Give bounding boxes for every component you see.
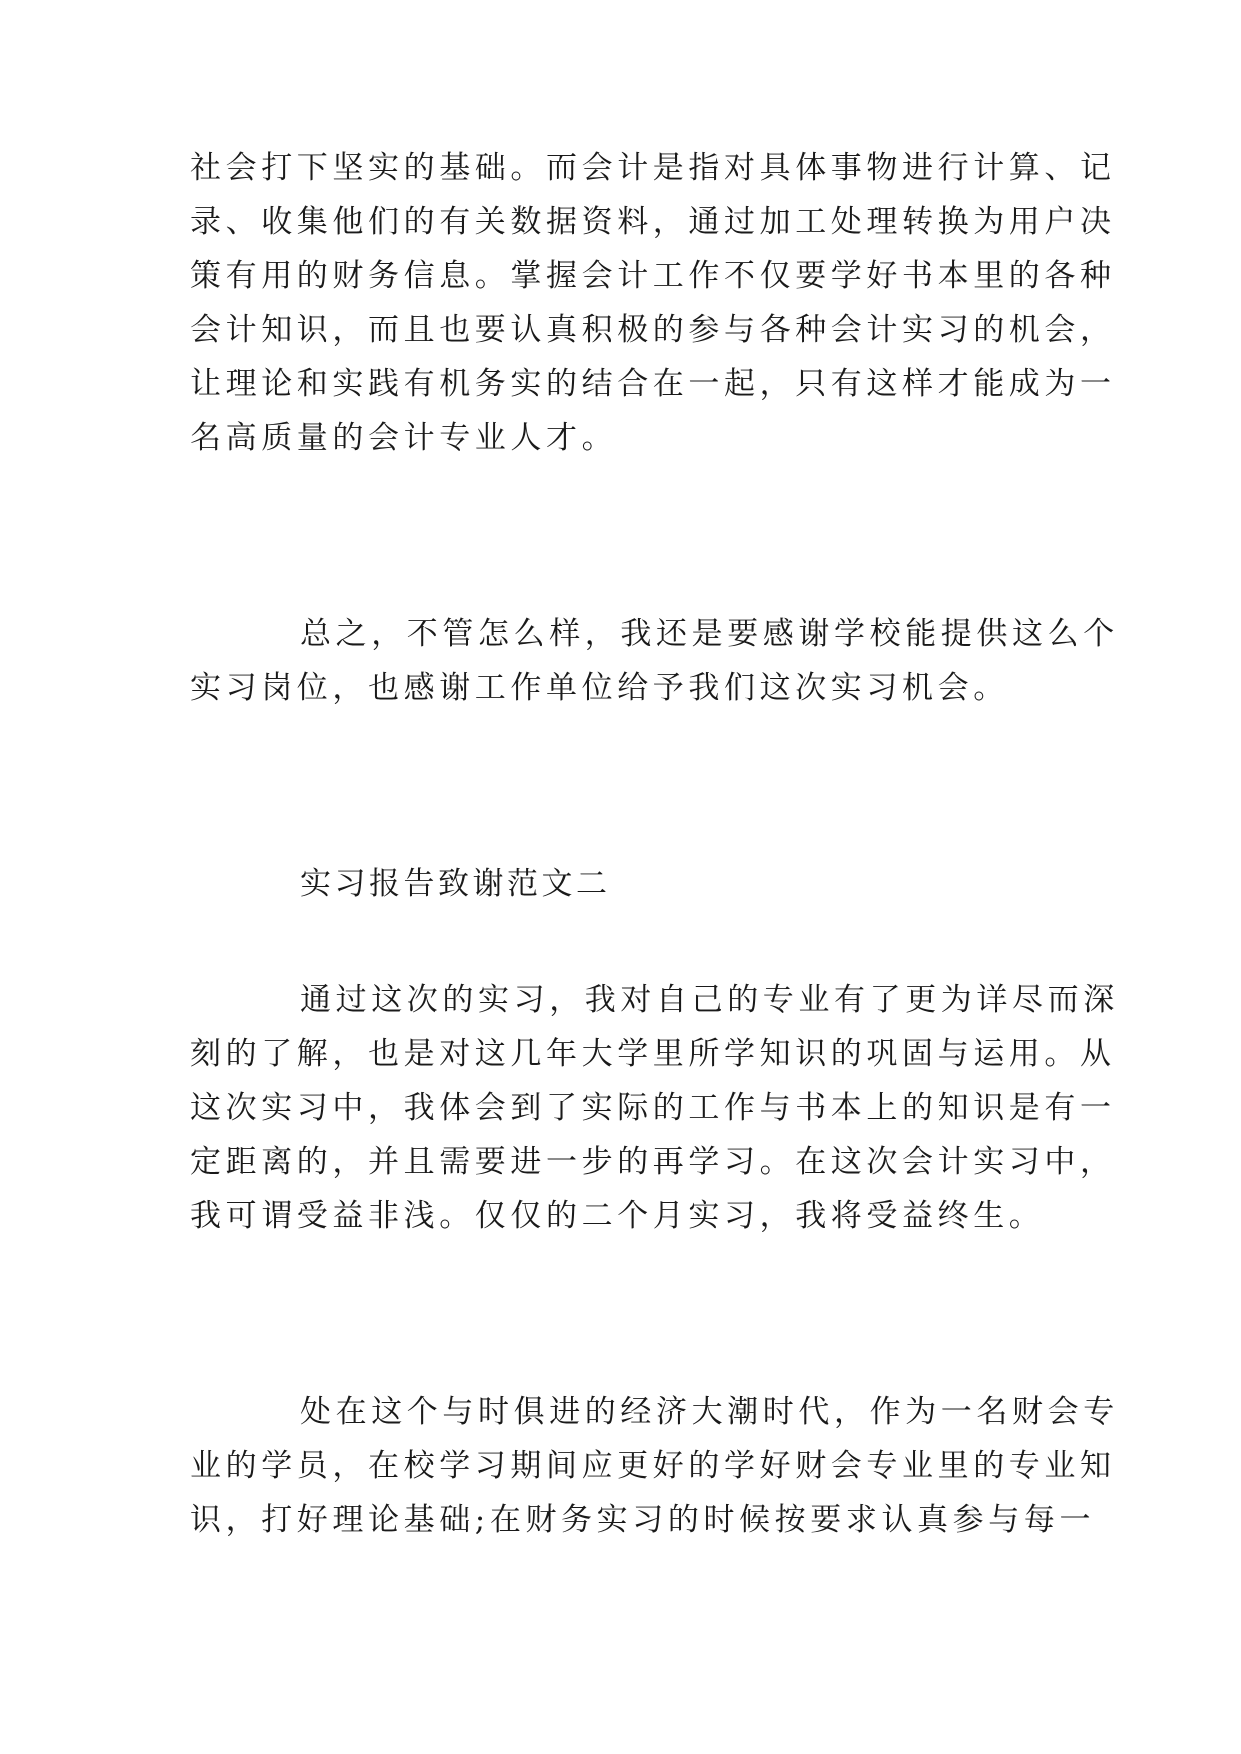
paragraph-line: 业的学员，在校学习期间应更好的学好财会专业里的专业知 <box>190 1448 1116 1484</box>
paragraph-line: 实习岗位，也感谢工作单位给予我们这次实习机会。 <box>190 670 1009 706</box>
paragraph-line: 这次实习中，我体会到了实际的工作与书本上的知识是有一 <box>190 1090 1116 1126</box>
paragraph-line: 社会打下坚实的基础。而会计是指对具体事物进行计算、记 <box>190 150 1116 186</box>
paragraph-line: 让理论和实践有机务实的结合在一起，只有这样才能成为一 <box>190 366 1116 402</box>
paragraph-line: 总之，不管怎么样，我还是要感谢学校能提供这么个 <box>300 616 1119 652</box>
paragraph-line: 识，打好理论基础;在财务实习的时候按要求认真参与每一 <box>190 1502 1096 1538</box>
paragraph-line: 刻的了解，也是对这几年大学里所学知识的巩固与运用。从 <box>190 1036 1116 1072</box>
paragraph-line: 策有用的财务信息。掌握会计工作不仅要学好书本里的各种 <box>190 258 1116 294</box>
paragraph-line: 我可谓受益非浅。仅仅的二个月实习，我将受益终生。 <box>190 1198 1045 1234</box>
paragraph-line: 录、收集他们的有关数据资料，通过加工处理转换为用户决 <box>190 204 1116 240</box>
paragraph-line: 定距离的，并且需要进一步的再学习。在这次会计实习中， <box>190 1144 1116 1180</box>
paragraph-line: 通过这次的实习，我对自己的专业有了更为详尽而深 <box>300 982 1119 1018</box>
paragraph-line: 会计知识，而且也要认真积极的参与各种会计实习的机会， <box>190 312 1116 348</box>
section-heading: 实习报告致谢范文二 <box>300 866 611 902</box>
paragraph-line: 名高质量的会计专业人才。 <box>190 420 618 456</box>
paragraph-line: 处在这个与时俱进的经济大潮时代，作为一名财会专 <box>300 1394 1119 1430</box>
